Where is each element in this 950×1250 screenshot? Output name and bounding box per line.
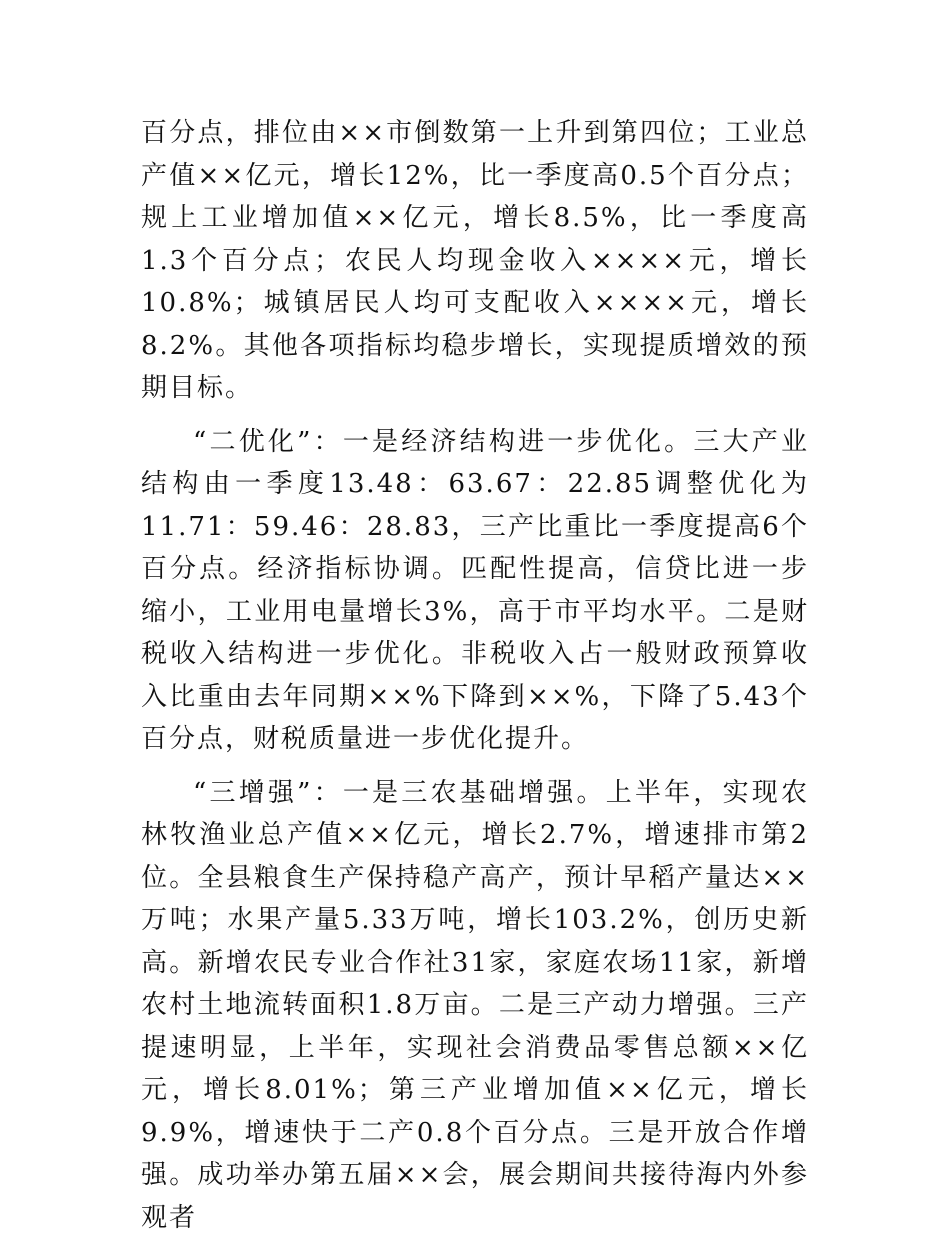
paragraph-three-strengthenings: “三增强”：一是三农基础增强。上半年，实现农林牧渔业总产值××亿元，增长2.7%，增速排市第2位。全县粮食生产保持稳产高产，预计早稻产量达××万吨；水果产量5.33万吨，增长103.2%，创历史新高。新增农民专业合作社31家，家庭农场11家，新增农村土地流转面积1.8万亩。二是三产动力增强。三产提速明显，上半年，实现社会消费品零售总额××亿元，增长8.01%；第三产业增加值××亿元，增长9.9%，增速快于二产0.8个百分点。三是开放合作增强。成功举办第五届××会，展会期间共接待海内外参观者 — [141, 777, 809, 1233]
document-body — [141, 112, 809, 1250]
paragraph-continuation: 百分点，排位由××市倒数第一上升到第四位；工业总产值××亿元，增长12%，比一季度高0.5个百分点；规上工业增加值××亿元，增长8.5%，比一季度高1.3个百分点；农民人均现金收入××××元，增长10.8%；城镇居民人均可支配收入××××元，增长8.2%。其他各项指标均稳步增长，实现提质增效的预期目标。 — [141, 118, 809, 403]
paragraph-two-optimizations: “二优化”：一是经济结构进一步优化。三大产业结构由一季度13.48：63.67：22.85调整优化为11.71：59.46：28.83，三产比重比一季度提高6个百分点。经济指标协调。匹配性提高，信贷比进一步缩小，工业用电量增长3%，高于市平均水平。二是财税收入结构进一步优化。非税收入占一般财政预算收入比重由去年同期××%下降到××%，下降了5.43个百分点，财税质量进一步优化提升。 — [141, 426, 809, 754]
